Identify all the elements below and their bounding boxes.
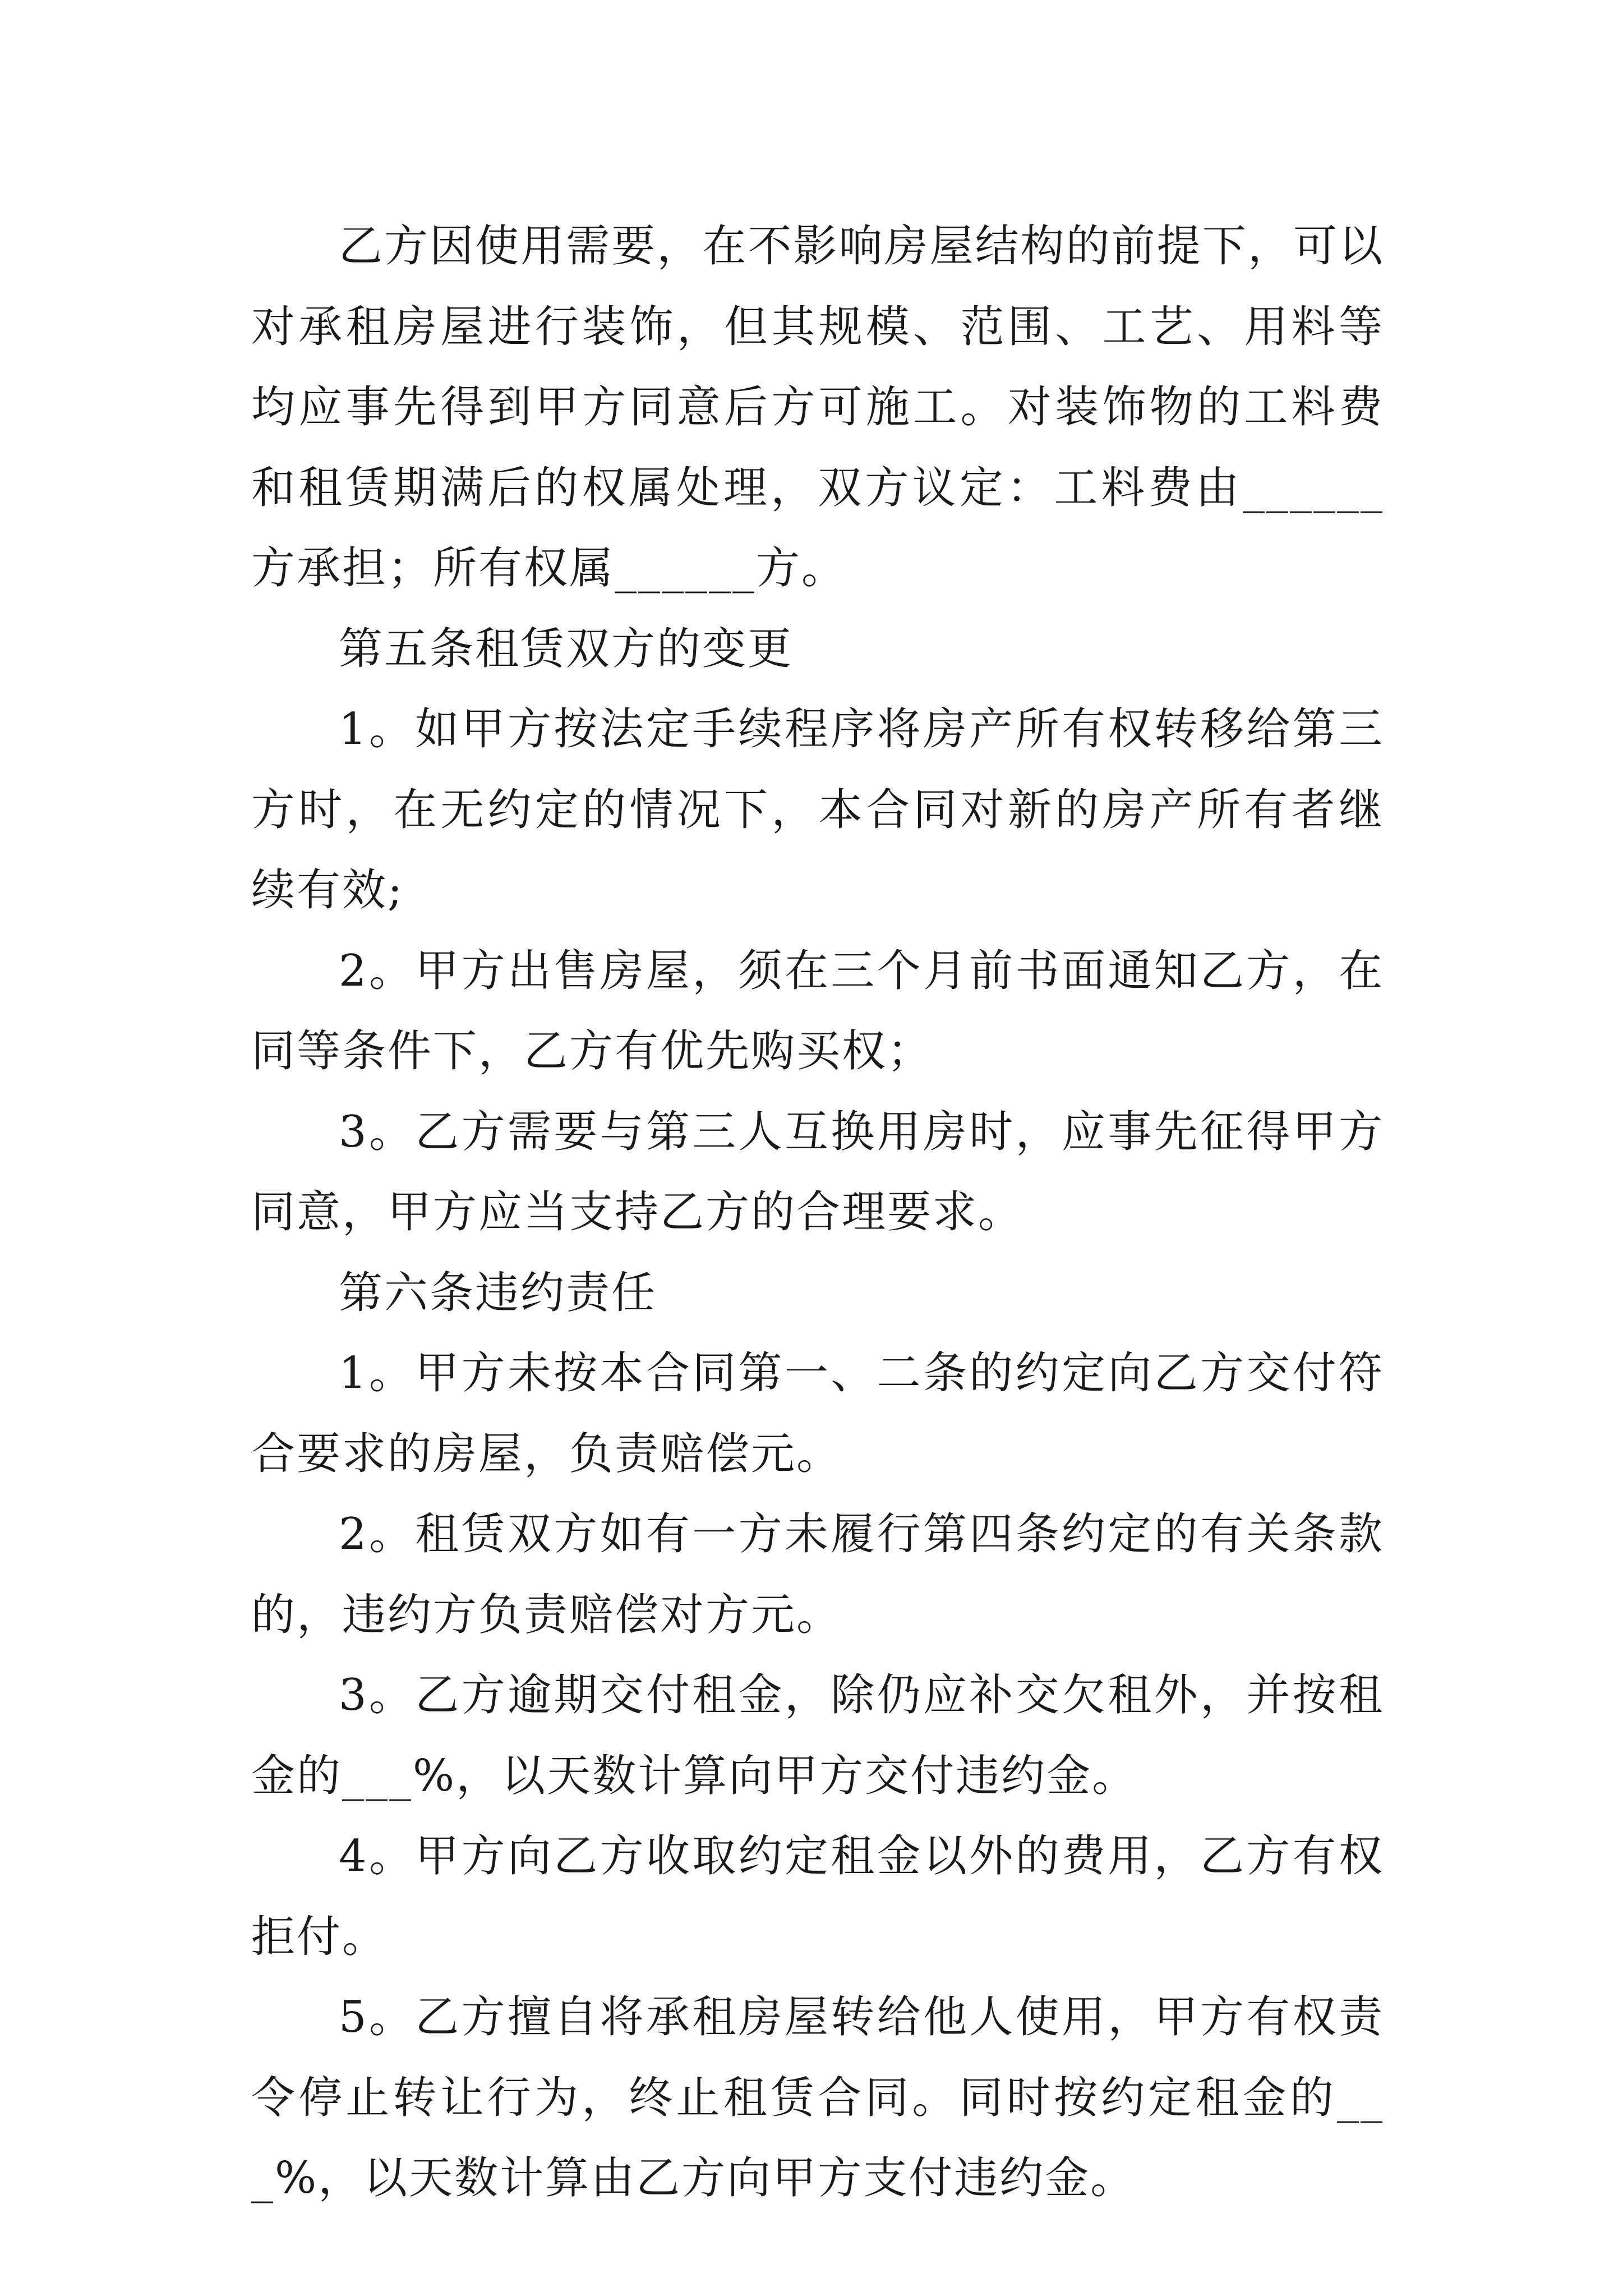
- paragraph-breach-delivery: 1。甲方未按本合同第一、二条的约定向乙方交付符合要求的房屋，负责赔偿元。: [251, 1348, 1384, 1479]
- paragraph-ownership-transfer: 1。如甲方按法定手续程序将房产所有权转移给第三方时，在无约定的情况下，本合同对新的房产所有者继续有效;: [251, 704, 1384, 915]
- article-six-heading: 第六条违约责任: [339, 1267, 657, 1318]
- paragraph-breach-terms: 2。租赁双方如有一方未履行第四条约定的有关条款的，违约方负责赔偿对方元。: [251, 1509, 1384, 1640]
- paragraph-extra-fees: 4。甲方向乙方收取约定租金以外的费用，乙方有权拒付。: [251, 1831, 1384, 1962]
- document-body: [251, 206, 1384, 2219]
- paragraph-decoration-terms: 乙方因使用需要，在不影响房屋结构的前提下，可以对承租房屋进行装饰，但其规模、范围、工艺、用料等均应事先得到甲方同意后方可施工。对装饰物的工料费和租赁期满后的权属处理，双方议定：工料费由______方承担；所有权属______方。: [251, 221, 1384, 593]
- paragraph-sale-notice: 2。甲方出售房屋，须在三个月前书面通知乙方，在同等条件下，乙方有优先购买权；: [251, 945, 1384, 1076]
- article-five-heading: 第五条租赁双方的变更: [339, 623, 794, 674]
- paragraph-late-rent: 3。乙方逾期交付租金，除仍应补交欠租外，并按租金的___%，以天数计算向甲方交付违约金。: [251, 1670, 1384, 1801]
- paragraph-exchange-housing: 3。乙方需要与第三人互换用房时，应事先征得甲方同意，甲方应当支持乙方的合理要求。: [251, 1106, 1384, 1237]
- paragraph-sublease: 5。乙方擅自将承租房屋转给他人使用，甲方有权责令停止转让行为，终止租赁合同。同时按约定租金的___%，以天数计算由乙方向甲方支付违约金。: [251, 1992, 1384, 2203]
